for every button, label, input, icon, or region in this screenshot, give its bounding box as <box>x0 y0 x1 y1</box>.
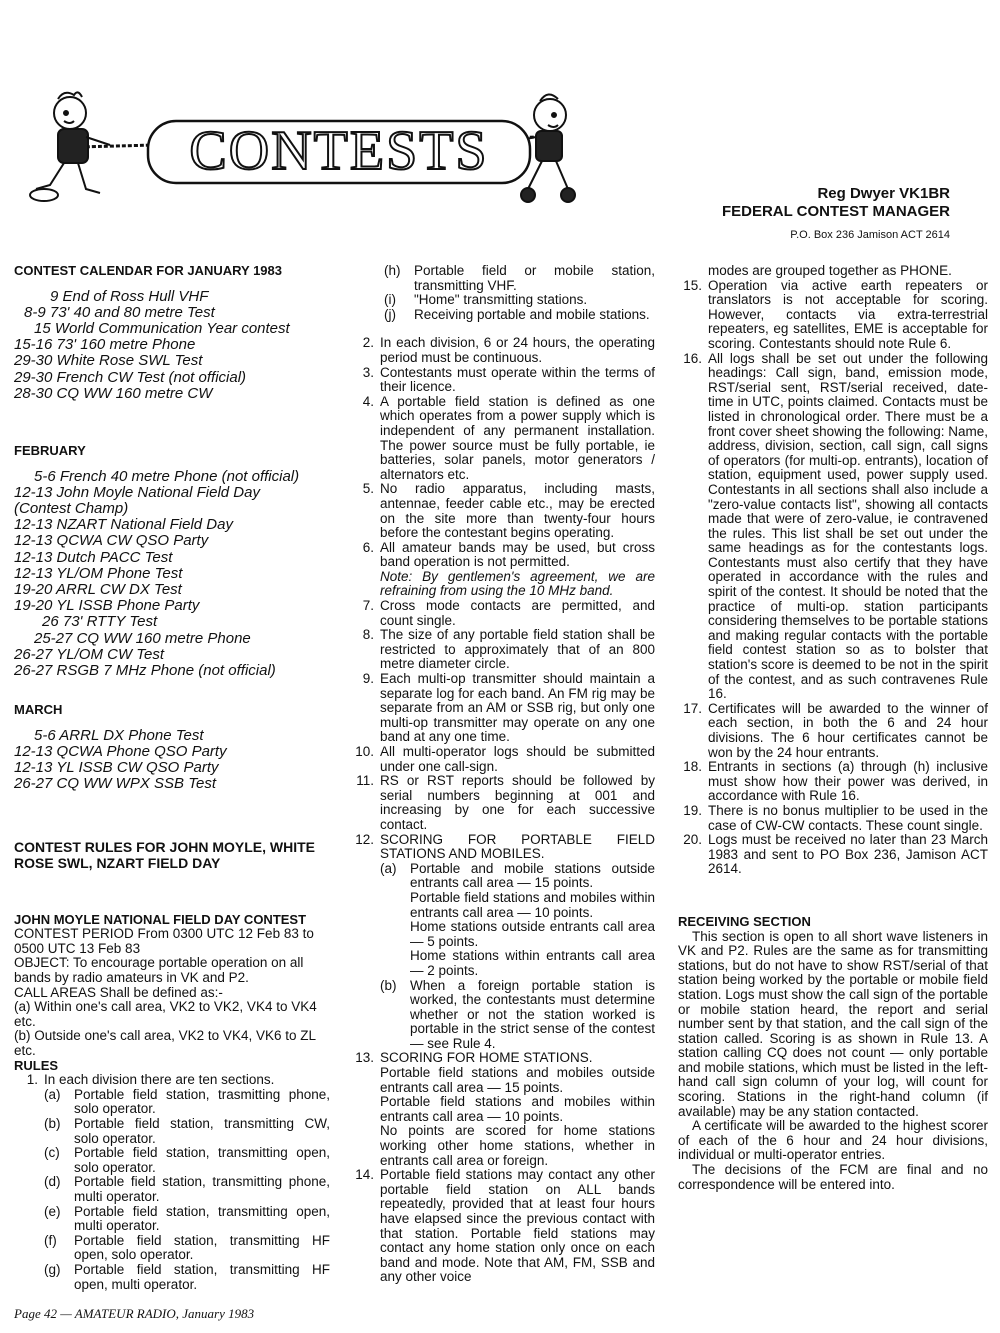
sections-list <box>14 1088 330 1292</box>
rule-item: 7. Cross mode contacts are permitted, and count single. <box>362 598 655 628</box>
rule-item: 8. The size of any portable field station shall be restricted to approximately that of an 800 metre diameter circle. <box>362 627 655 672</box>
john-moyle-section <box>14 913 330 1292</box>
sections-list-continued <box>350 264 655 322</box>
rule-item: 18. Entrants in sections (a) through (h) inclusive must show how their power was derived, in accordance with Rule 16. <box>683 759 988 804</box>
section-item: (f) Portable field station, transmitting HF open, solo operator. <box>44 1232 330 1263</box>
rule-item: 15. Operation via active earth repeaters or translators is not acceptable for scoring. However, contacts via extra-terrestrial repeaters, eg satellites, EME is acceptable for scoring. Contestants should note Rule 6. <box>683 277 988 351</box>
list-item: 29-30 White Rose SWL Test <box>14 352 203 370</box>
list-item: 15 World Communication Year contest <box>34 320 290 337</box>
list-item: (Contest Champ) <box>14 500 129 518</box>
list-item: 19-20 YL ISSB Phone Party <box>14 597 200 615</box>
page-footer <box>14 1306 254 1322</box>
list-item: 12-13 YL ISSB CW QSO Party <box>14 759 219 777</box>
manager-name: Reg Dwyer VK1BR <box>817 185 950 202</box>
section-item: (g) Portable field station, transmitting HF open, multi operator. <box>44 1261 330 1292</box>
rule-item: 3. Contestants must operate within the terms of their licence. <box>362 364 655 395</box>
receiving-section <box>678 915 988 1192</box>
rule-item: 2. In each division, 6 or 24 hours, the operating period must be continuous. <box>362 335 655 365</box>
list-item: 29-30 French CW Test (not official) <box>14 368 247 386</box>
banner-title: CONTESTS <box>189 120 489 182</box>
february-heading: FEBRUARY <box>14 443 86 459</box>
rule-item: 19. There is no bonus multiplier to be used in the case of CW-CW contacts. These count single. <box>683 802 988 833</box>
footer-page: Page 42 — AMATEUR RADIO, <box>14 1306 180 1321</box>
rule-item: 1. In each division there are ten sections. <box>26 1072 275 1088</box>
march-list <box>14 728 330 793</box>
receiving-paragraph: A certificate will be awarded to the highest scorer of each of the 6 hour and 24 hour divisions, individual or multi-operator entries. <box>678 1118 988 1163</box>
section-item: (b) When a foreign portable station is worked, the contestants must determine whether or not the station worked is portable in the strict sense of the contest — see Rule 4. <box>380 977 655 1051</box>
list-item: 12-13 NZART National Field Day <box>14 516 233 534</box>
rule14-continued: modes are grouped together as PHONE. <box>708 263 952 278</box>
section-item: (i) "Home" transmitting stations. <box>384 292 588 308</box>
jm-area-a: (a) Within one's call area, VK2 to VK2, VK4 to VK4 etc. <box>14 999 317 1029</box>
january-list <box>14 289 330 402</box>
manager-role: FEDERAL CONTEST MANAGER <box>721 203 950 220</box>
column-middle <box>350 264 655 1285</box>
march-heading: MARCH <box>14 702 63 718</box>
contests-banner <box>20 85 580 215</box>
section-item: (a) Portable field station, trasmitting phone, solo operator. <box>44 1086 330 1117</box>
section-item: (h) Portable field or mobile station, transmitting VHF. <box>384 263 655 293</box>
manager-address: P.O. Box 236 Jamison ACT 2614 <box>790 229 950 241</box>
february-list <box>14 469 330 680</box>
jm-area-b: (b) Outside one's call area, VK2 to VK4, VK6 to ZL etc. <box>14 1028 316 1058</box>
list-item: 12-13 QCWA Phone QSO Party <box>14 743 227 761</box>
rule-item: 11. RS or RST reports should be followed by serial numbers beginning at 001 and increasing by one for each successive contact. <box>356 773 655 832</box>
list-item: 15-16 73' 160 metre Phone <box>14 336 196 354</box>
rule-note: Note: By gentlemen's agreement, we are refraining from using the 10 MHz band. <box>380 568 655 599</box>
rule-item: 10. All multi-operator logs should be submitted under one call-sign. <box>355 744 655 774</box>
section-item: (b) Portable field station, transmitting CW, solo operator. <box>44 1115 330 1146</box>
list-item: 26-27 YL/OM CW Test <box>14 645 165 663</box>
list-item: 12-13 John Moyle National Field Day <box>14 483 260 501</box>
column-left <box>14 264 330 1292</box>
section-item: (e) Portable field station, transmitting open, multi operator. <box>44 1203 330 1234</box>
section-item: (j) Receiving portable and mobile stations. <box>384 306 650 322</box>
list-item: 19-20 ARRL CW DX Test <box>14 581 182 599</box>
rule-item: 16. All logs shall be set out under the following headings: Call sign, band, emission mode, RST/serial sent, RST/serial received, date-time in UTC, points claimed. Contacts must be listed in chronological order. There must be a front cover sheet showing the following: Name, address, division, section, call sign, call signs of operators (for multi-op. entrants), location of station, equipment used, power supply used. Contestants in all sections shall also include a "zero-value contacts list", showing all contacts made that were of zero-value, ie contravened the rules. This list shall be set out under the same headings as for the contestants logs. Contestants must also certify that they have operated in accordance with the rules and spirit of the contest. It should be noted that the practice of multi-op. station participants considering themselves to be portable stations and making regular contacts with the portable field contest station so as to bolster that station's score is deemed to be not in the spirit of the contest, and as such contravenes Rule 16. <box>683 350 988 702</box>
jm-period: CONTEST PERIOD From 0300 UTC 12 Feb 83 to 0500 UTC 13 Feb 83 <box>14 926 314 956</box>
rule-item: 12. SCORING FOR PORTABLE FIELD STATIONS AND MOBILES. (a) Portable and mobile stations outside entrants call area — 15 points. Portable field stations and mobiles within entrants call area — 10 points. Home stations outside entrants call area — 5 points. Home stations within entrants call area — 2 points. (b) When a foreign portable station is worked, the contestants must determine whether or not the station worked is portable in the strict sense of the contest — see Rule 4. <box>355 831 655 1051</box>
calendar-heading: CONTEST CALENDAR FOR JANUARY 1983 <box>14 263 282 278</box>
rule-item: 13. SCORING FOR HOME STATIONS. Portable field stations and mobiles outside entrants call area — 15 points. Portable field stations and mobiles within entrants call area — 10 points. No points are scored for home stations working other home stations, whether in entrants call area or foreign. <box>355 1050 655 1168</box>
jm-heading: JOHN MOYLE NATIONAL FIELD DAY CONTEST <box>14 911 307 927</box>
rule-item: 20. Logs must be received no later than 23 March 1983 and sent to PO Box 236, Jamison ACT 2614. <box>683 832 988 877</box>
receiving-paragraph: The decisions of the FCM are final and no correspondence will be entered into. <box>678 1162 988 1192</box>
list-item: 25-27 CQ WW 160 metre Phone <box>34 629 251 647</box>
section-item: (d) Portable field station, transmitting phone, multi operator. <box>44 1174 330 1204</box>
rules-list <box>350 336 655 1285</box>
list-item: 26-27 RSGB 7 MHz Phone (not official) <box>14 662 276 680</box>
rule-item: 5. No radio apparatus, including masts, antennae, feeder cable etc., may be erected on the site more than twenty-four hours before the contestant begins operating. <box>362 481 655 541</box>
list-item: 12-13 QCWA CW QSO Party <box>14 532 209 550</box>
list-item: 5-6 French 40 metre Phone (not official) <box>34 467 300 485</box>
rule-item: 14. Portable field stations may contact any other portable field station on ALL bands repeatedly, provided that at least four hours have elapsed since the previous contact with that station. Portable field stations may contact any home station only once on each band and mode. Note that AM, FM, SSB and any other voice <box>355 1167 655 1285</box>
jm-areas: CALL AREAS Shall be defined as:- <box>14 984 223 1000</box>
list-item: 12-13 YL/OM Phone Test <box>14 564 183 582</box>
column-right <box>678 264 988 1192</box>
list-item: 9 End of Ross Hull VHF <box>50 287 209 305</box>
rule-item: 6. All amateur bands may be used, but cross band operation is not permitted. Note: By gentlemen's agreement, we are refraining from using the 10 MHz band. <box>362 539 655 599</box>
receiving-heading: RECEIVING SECTION <box>678 913 811 929</box>
jm-rules-label: RULES <box>14 1057 59 1073</box>
contest-manager-block <box>650 185 950 241</box>
list-item: 8-9 73' 40 and 80 metre Test <box>24 303 215 321</box>
list-item: 28-30 CQ WW 160 metre CW <box>14 384 213 402</box>
list-item: 5-6 ARRL DX Phone Test <box>34 726 204 744</box>
rule-item: 17. Certificates will be awarded to the winner of each section, in both the 6 and 24 hour divisions. The 6 hour certificates cannot be won by the 24 hour entrants. <box>683 700 988 760</box>
list-item: 26 73' RTTY Test <box>42 613 158 631</box>
list-item: 12-13 Dutch PACC Test <box>14 548 173 566</box>
section-item: (c) Portable field station, transmitting open, solo operator. <box>44 1145 330 1175</box>
list-item: 26-27 CQ WW WPX SSB Test <box>14 775 216 793</box>
section-item: (a) Portable and mobile stations outside entrants call area — 15 points. Portable field stations and mobiles within entrants call area — 10 points. Home stations outside entrants call area — 5 points. Home stations within entrants call area — 2 points. <box>380 860 655 978</box>
receiving-paragraph: This section is open to all short wave listeners in VK and P2. Rules are the same as for transmitting stations, but do not have to show RST/serial of that station being worked by the portable or mobile field station. Logs must show the call sign of the portable or mobile station heard, the report and serial number sent by that station, and the call sign of the station called. Scoring is as shown in Rule 13. A station calling CQ does not count — only portable and mobile stations, which must be listed in the left-hand call sign column of your log, will count for scoring. Stations in the right-hand column (if available) may be any station contacted. <box>678 928 988 1119</box>
rule-item: 4. A portable field station is defined as one which operates from a power supply which is independent of any permanent installation. The power source must be fully portable, ie batteries, solar panels, motor generators / alternators etc. <box>362 393 655 482</box>
footer-date: January 1983 <box>182 1306 255 1321</box>
rules-heading: CONTEST RULES FOR JOHN MOYLE, WHITE ROSE SWL, NZART FIELD DAY <box>14 838 316 871</box>
jm-object: OBJECT: To encourage portable operation on all bands by radio amateurs in VK and P2. <box>14 955 304 986</box>
rule-item: 9. Each multi-op transmitter should maintain a separate log for each band. An FM rig may be separate from an AM or SSB rig, but only one multi-op transmitter may operate on any one band at any one time. <box>362 671 655 745</box>
